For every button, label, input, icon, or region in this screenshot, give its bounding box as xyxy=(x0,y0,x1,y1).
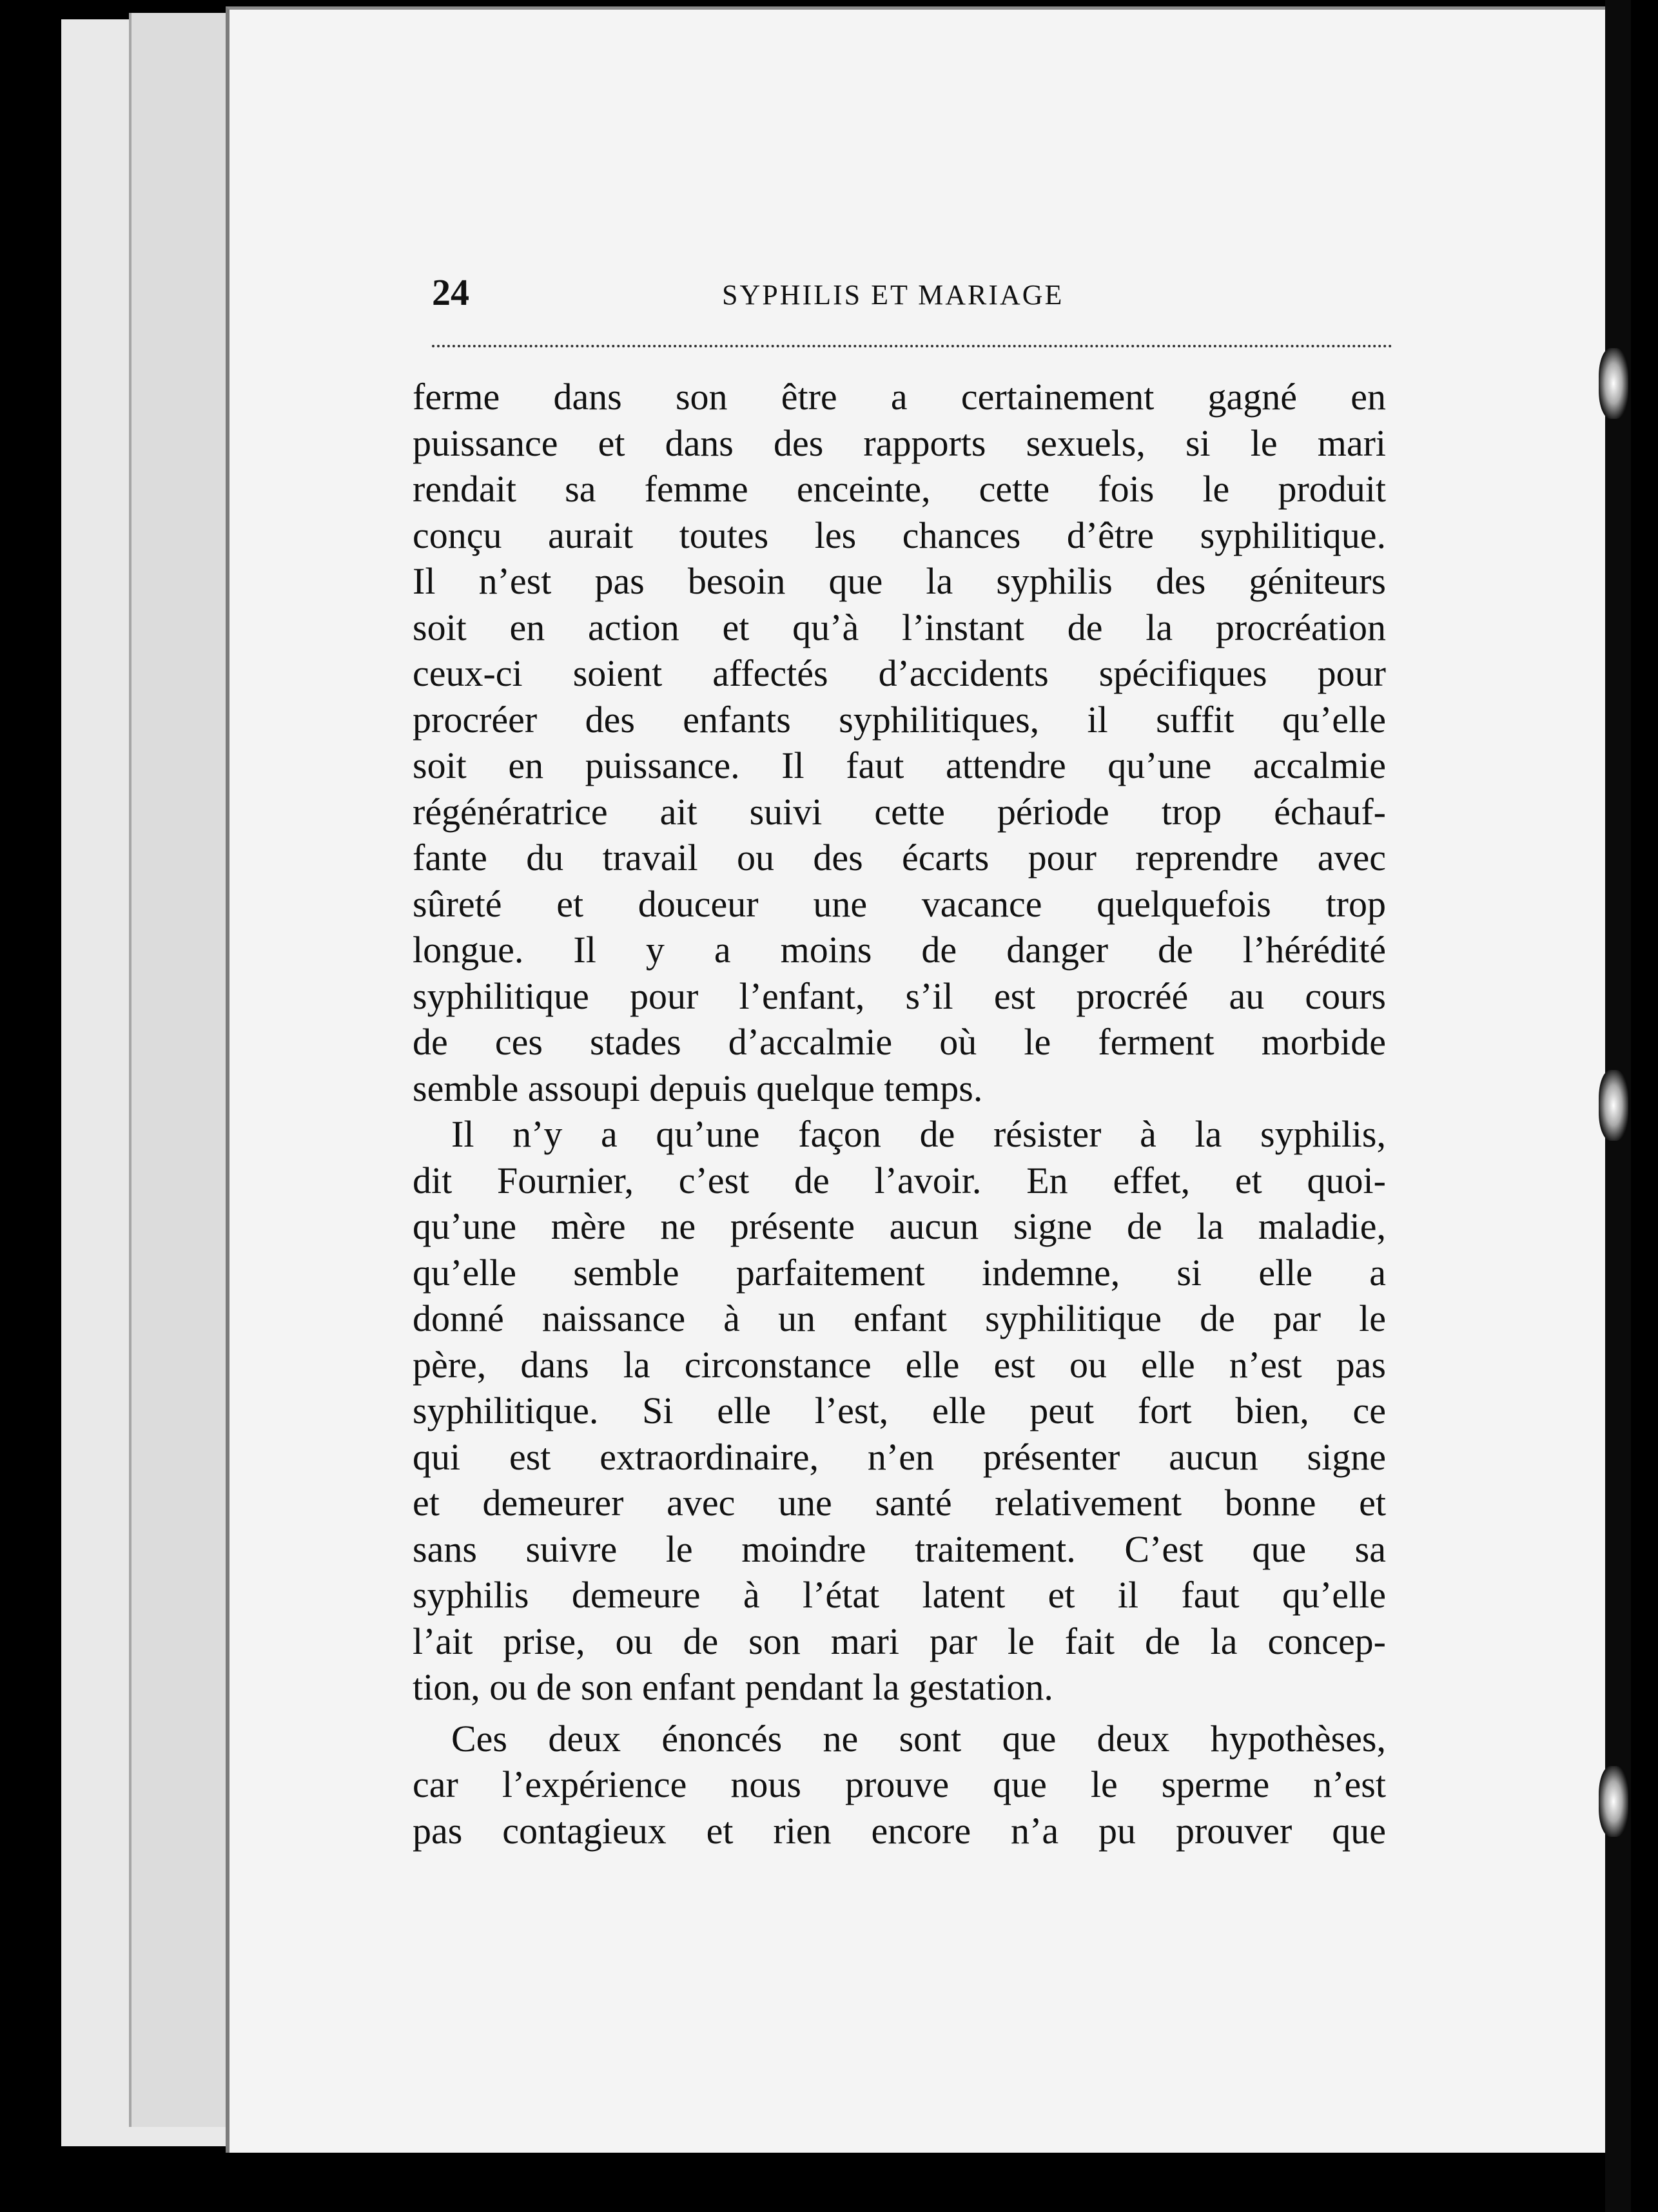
text-line: Il n’est pas besoin que la syphilis des géniteurs xyxy=(413,560,1386,602)
text-line: syphilitique pour l’enfant, s’il est procréé au cours xyxy=(413,975,1386,1017)
text-line: père, dans la circonstance elle est ou elle n’est pas xyxy=(413,1343,1386,1386)
page-number: 24 xyxy=(432,271,469,313)
text-line: fante du travail ou des écarts pour reprendre avec xyxy=(413,837,1386,878)
text-line: sûreté et douceur une vacance quelquefois trop xyxy=(413,882,1386,925)
binding-thread-mark xyxy=(1599,1070,1628,1141)
text-line: car l’expérience nous prouve que le sperme n’est xyxy=(413,1763,1386,1805)
binding-thread-mark xyxy=(1599,348,1628,419)
text-line: Ces deux énoncés ne sont que deux hypothèses, xyxy=(451,1717,1386,1760)
text-line: ceux-ci soient affectés d’accidents spécifiques pour xyxy=(413,652,1386,694)
text-line: Il n’y a qu’une façon de résister à la syphilis, xyxy=(451,1113,1386,1155)
text-line: et demeurer avec une santé relativement bonne et xyxy=(413,1482,1386,1524)
text-line: syphilitique. Si elle l’est, elle peut fort bien, ce xyxy=(413,1390,1386,1431)
text-line: longue. Il y a moins de danger de l’hérédité xyxy=(413,929,1386,971)
text-line: qui est extraordinaire, n’en présenter aucun signe xyxy=(413,1435,1386,1478)
text-line: puissance et dans des rapports sexuels, si le mari xyxy=(413,422,1386,464)
text-line: syphilis demeure à l’état latent et il faut qu’elle xyxy=(413,1574,1386,1616)
header-rule xyxy=(432,345,1392,347)
body-text xyxy=(413,374,1386,1895)
page-header xyxy=(432,271,1399,316)
text-line: tion, ou de son enfant pendant la gestation. xyxy=(413,1666,1053,1708)
text-line: rendait sa femme enceinte, cette fois le produit xyxy=(413,468,1386,510)
text-line: conçu aurait toutes les chances d’être syphilitique. xyxy=(413,514,1386,556)
text-line: de ces stades d’accalmie où le ferment morbide xyxy=(413,1021,1386,1063)
book-binding xyxy=(1605,0,1631,2212)
text-line: ferme dans son être a certainement gagné en xyxy=(413,376,1386,418)
text-line: semble assoupi depuis quelque temps. xyxy=(413,1067,983,1109)
text-line: sans suivre le moindre traitement. C’est que sa xyxy=(413,1528,1386,1570)
running-head: SYPHILIS ET MARIAGE xyxy=(722,279,1064,311)
binding-thread-mark xyxy=(1599,1766,1628,1837)
text-line: qu’elle semble parfaitement indemne, si elle a xyxy=(413,1251,1386,1294)
text-line: soit en action et qu’à l’instant de la procréation xyxy=(413,606,1386,648)
text-line: dit Fournier, c’est de l’avoir. En effet, et quoi- xyxy=(413,1159,1386,1201)
text-line: qu’une mère ne présente aucun signe de la maladie, xyxy=(413,1205,1386,1247)
text-line: pas contagieux et rien encore n’a pu prouver que xyxy=(413,1809,1386,1852)
text-line: l’ait prise, ou de son mari par le fait de la concep- xyxy=(413,1620,1386,1662)
text-line: procréer des enfants syphilitiques, il suffit qu’elle xyxy=(413,698,1386,741)
text-line: régénératrice ait suivi cette période trop échauf- xyxy=(413,790,1386,833)
text-line: soit en puissance. Il faut attendre qu’une accalmie xyxy=(413,744,1386,786)
text-line: donné naissance à un enfant syphilitique de par le xyxy=(413,1297,1386,1339)
